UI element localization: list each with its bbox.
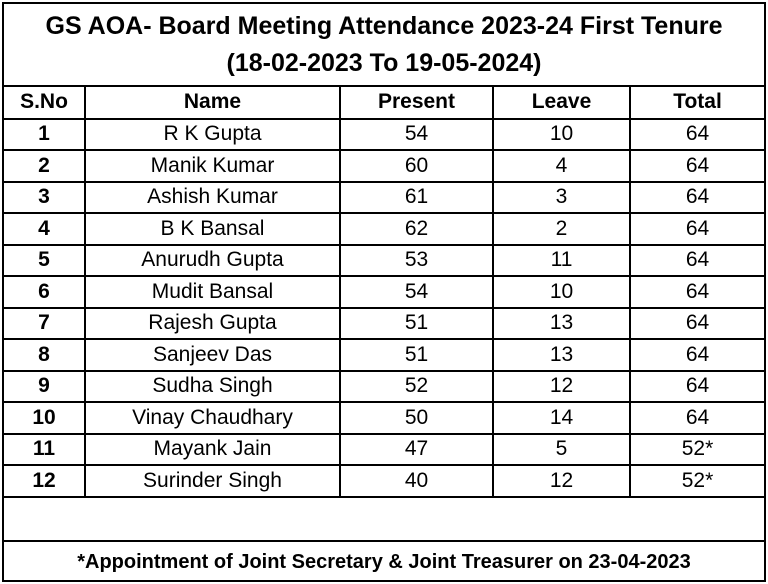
header-present: Present xyxy=(340,87,493,119)
table-row xyxy=(4,213,764,245)
cell-sno: 10 xyxy=(4,402,85,434)
cell-name: Sudha Singh xyxy=(85,371,340,403)
cell-leave: 5 xyxy=(493,434,630,466)
tenure-dates: (18-02-2023 To 19-05-2024) xyxy=(226,48,542,77)
table-row xyxy=(4,434,764,466)
cell-sno: 8 xyxy=(4,339,85,371)
cell-total: 64 xyxy=(630,119,764,151)
cell-sno: 7 xyxy=(4,308,85,340)
table-row xyxy=(4,119,764,151)
cell-leave: 13 xyxy=(493,339,630,371)
cell-leave: 10 xyxy=(493,119,630,151)
cell-leave: 2 xyxy=(493,213,630,245)
cell-total: 64 xyxy=(630,402,764,434)
cell-sno: 2 xyxy=(4,150,85,182)
footnote: *Appointment of Joint Secretary & Joint Treasurer on 23-04-2023 xyxy=(77,550,691,573)
header-total: Total xyxy=(630,87,764,119)
cell-total: 64 xyxy=(630,371,764,403)
cell-sno: 6 xyxy=(4,276,85,308)
cell-present: 61 xyxy=(340,182,493,214)
cell-leave: 12 xyxy=(493,371,630,403)
cell-present: 47 xyxy=(340,434,493,466)
cell-present: 40 xyxy=(340,465,493,497)
cell-leave: 4 xyxy=(493,150,630,182)
cell-present: 60 xyxy=(340,150,493,182)
cell-name: Vinay Chaudhary xyxy=(85,402,340,434)
cell-sno: 9 xyxy=(4,371,85,403)
cell-present: 54 xyxy=(340,276,493,308)
cell-leave: 3 xyxy=(493,182,630,214)
cell-name: Mayank Jain xyxy=(85,434,340,466)
cell-sno: 3 xyxy=(4,182,85,214)
cell-name: Ashish Kumar xyxy=(85,182,340,214)
cell-name: Manik Kumar xyxy=(85,150,340,182)
cell-present: 50 xyxy=(340,402,493,434)
cell-total: 52* xyxy=(630,434,764,466)
cell-present: 62 xyxy=(340,213,493,245)
table-row xyxy=(4,245,764,277)
cell-total: 64 xyxy=(630,308,764,340)
cell-total: 64 xyxy=(630,213,764,245)
table-row xyxy=(4,339,764,371)
cell-total: 64 xyxy=(630,245,764,277)
cell-name: Rajesh Gupta xyxy=(85,308,340,340)
header-name: Name xyxy=(85,87,340,119)
table-row xyxy=(4,465,764,497)
cell-present: 53 xyxy=(340,245,493,277)
table-row xyxy=(4,276,764,308)
attendance-table xyxy=(4,87,764,498)
title-block xyxy=(4,4,764,87)
cell-name: Mudit Bansal xyxy=(85,276,340,308)
header-sno: S.No xyxy=(4,87,85,119)
cell-name: Sanjeev Das xyxy=(85,339,340,371)
cell-leave: 14 xyxy=(493,402,630,434)
cell-total: 64 xyxy=(630,339,764,371)
cell-sno: 5 xyxy=(4,245,85,277)
cell-leave: 11 xyxy=(493,245,630,277)
cell-name: Surinder Singh xyxy=(85,465,340,497)
cell-present: 54 xyxy=(340,119,493,151)
cell-leave: 13 xyxy=(493,308,630,340)
cell-present: 52 xyxy=(340,371,493,403)
table-row xyxy=(4,182,764,214)
header-row xyxy=(4,87,764,119)
table-row xyxy=(4,402,764,434)
cell-total: 64 xyxy=(630,182,764,214)
cell-name: B K Bansal xyxy=(85,213,340,245)
cell-sno: 1 xyxy=(4,119,85,151)
header-leave: Leave xyxy=(493,87,630,119)
cell-total: 64 xyxy=(630,276,764,308)
cell-total: 52* xyxy=(630,465,764,497)
cell-sno: 11 xyxy=(4,434,85,466)
table-row xyxy=(4,308,764,340)
cell-sno: 12 xyxy=(4,465,85,497)
table-row xyxy=(4,150,764,182)
table-row xyxy=(4,371,764,403)
cell-present: 51 xyxy=(340,308,493,340)
cell-sno: 4 xyxy=(4,213,85,245)
cell-total: 64 xyxy=(630,150,764,182)
cell-present: 51 xyxy=(340,339,493,371)
cell-leave: 12 xyxy=(493,465,630,497)
table-wrap xyxy=(4,87,764,542)
cell-leave: 10 xyxy=(493,276,630,308)
page-title: GS AOA- Board Meeting Attendance 2023-24 First Tenure xyxy=(45,11,723,40)
cell-name: Anurudh Gupta xyxy=(85,245,340,277)
cell-name: R K Gupta xyxy=(85,119,340,151)
attendance-sheet xyxy=(2,2,766,582)
